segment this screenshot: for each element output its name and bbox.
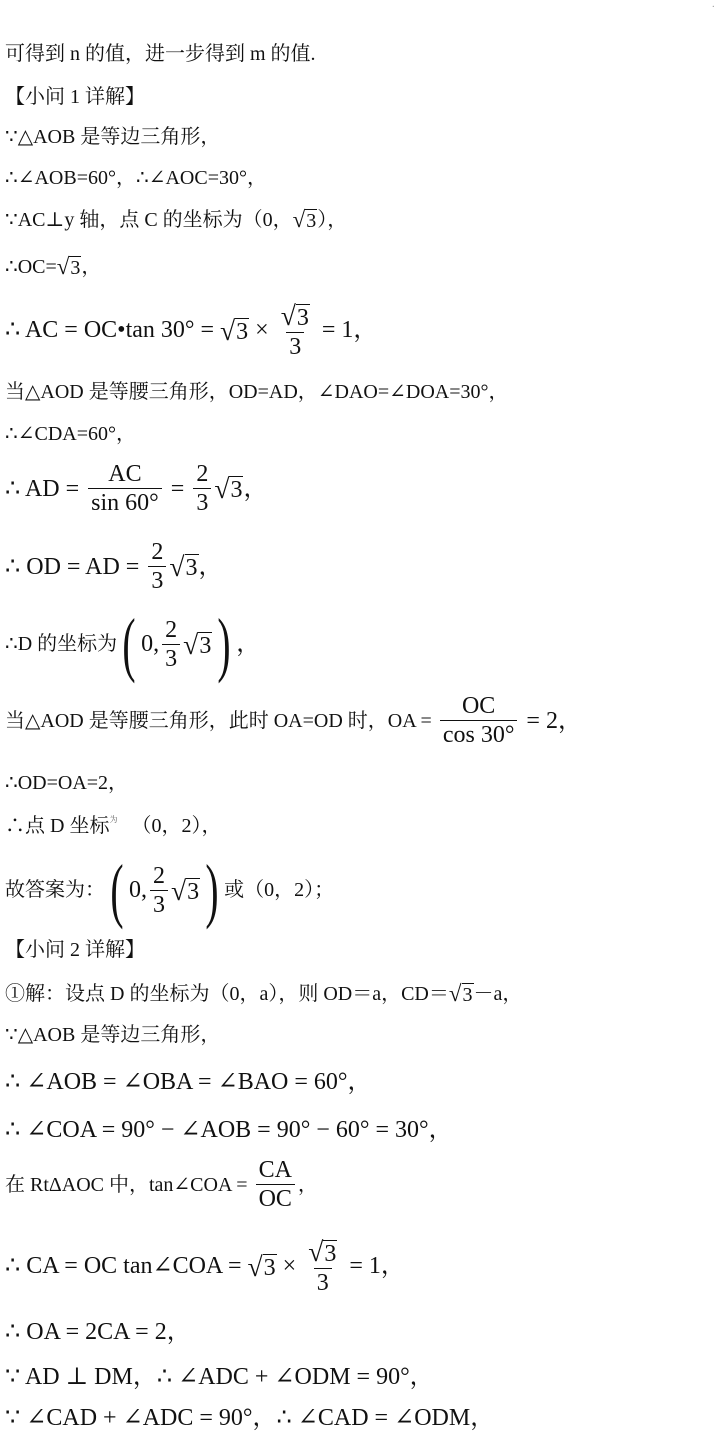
section-heading-2: 【小问 2 详解】: [5, 939, 145, 961]
line-formula: 在 RtΔAOC 中，tan∠COA = $\frac{CA}{OC}$ ，: [5, 1157, 318, 1212]
line-formula: ∵ AD ⊥ DM，∴ ∠ADC + ∠ODM = 90°，: [5, 1364, 434, 1390]
sqrt-expr: √ 3: [220, 314, 249, 346]
line-formula: ∴ ∠COA = 90° − ∠AOB = 90° − 60° = 30°，: [5, 1117, 453, 1143]
line: ∵△AOB 是等边三角形，: [5, 1024, 221, 1046]
sqrt-expr: √ 3: [247, 1250, 276, 1282]
sqrt-expr: √ 3: [169, 550, 198, 582]
fraction: $\frac{CA}{OC}$: [256, 1158, 295, 1211]
line: ∴∠CDA=60°，: [5, 423, 136, 445]
fraction: √ 3 3: [308, 1236, 337, 1296]
line-formula: ∴ AC = OC•tan 30° = √ 3 × √ 3 3 = 1，: [5, 300, 378, 360]
sqrt-expr: √ 3: [448, 981, 473, 1006]
section-heading-1: 【小问 1 详解】: [5, 86, 145, 108]
line: 当△AOD 是等腰三角形，OD=AD，∠DAO=∠DOA=30°，: [5, 381, 509, 403]
line-formula: ∴ ∠AOB = ∠OBA = ∠BAO = 60°，: [5, 1069, 372, 1095]
line-formula: ∴ CA = OC tan∠COA = √ 3 × √ 3 3 = 1，: [5, 1236, 405, 1296]
fraction: $\frac{2}{3}$: [162, 618, 180, 671]
sqrt-expr: √ 3: [56, 254, 81, 279]
line: ①解：设点 D 的坐标为（0，a），则 OD＝a，CD＝ √ 3 －a，: [5, 981, 523, 1006]
fraction: $\frac{AC}{\sin 60^\circ}$: [88, 462, 162, 515]
corner-mark: ·: [711, 2, 715, 13]
fraction: √ 3 3: [280, 300, 309, 360]
line: ∴OD=OA=2，: [5, 772, 129, 794]
fraction: $\frac{2}{3}$: [150, 864, 168, 917]
fraction: $\frac{OC}{\cos 30^\circ}$: [440, 694, 518, 747]
line-formula: ∴ AD = $\frac{AC}{\sin 60^\circ}$ = $\frac{2}{3}$ √ 3 ，: [5, 461, 268, 516]
line-formula: ∴D 的坐标为 ( 0, $\frac{2}{3}$ √ 3 ) ，: [5, 604, 261, 684]
line: ∴∠AOB=60°，∴∠AOC=30°，: [5, 167, 267, 189]
line: ∵△AOB 是等边三角形，: [5, 126, 221, 148]
line-formula: ∵ ∠CAD + ∠ADC = 90°，∴ ∠CAD = ∠ODM，: [5, 1405, 495, 1431]
line: ∴OC= √ 3 ，: [5, 254, 102, 279]
line: ∴点 D 坐标 为 （0，2），: [5, 815, 222, 837]
fraction: $\frac{2}{3}$: [193, 462, 211, 515]
line-formula: ∴ OA = 2CA = 2，: [5, 1319, 191, 1345]
sqrt-expr: √ 3: [214, 472, 243, 504]
line-formula: 当△AOD 是等腰三角形，此时 OA=OD 时，OA = $\frac{OC}{\cos 30^\circ}$ = 2，: [5, 693, 582, 748]
line-answer: 故答案为： ( 0, $\frac{2}{3}$ √ 3 ) 或（0，2）；: [5, 850, 335, 930]
line: ∵AC⊥y 轴，点 C 的坐标为（0， √ 3 ），: [5, 207, 348, 232]
sqrt-expr: √ 3: [183, 628, 212, 660]
sqrt-expr: √ 3: [170, 874, 200, 906]
line-intro: 可得到 n 的值，进一步得到 m 的值.: [5, 43, 316, 65]
sqrt-expr: √ 3: [292, 207, 317, 232]
fraction: $\frac{2}{3}$: [148, 540, 166, 593]
line-formula: ∴ OD = AD = $\frac{2}{3}$ √ 3 ，: [5, 539, 223, 594]
